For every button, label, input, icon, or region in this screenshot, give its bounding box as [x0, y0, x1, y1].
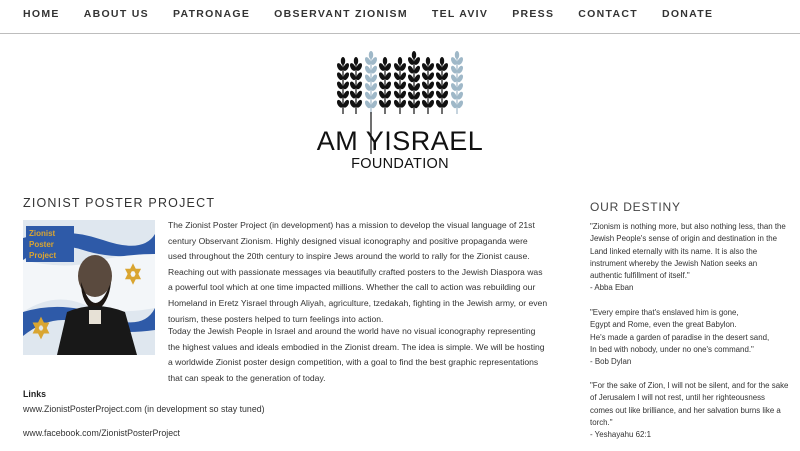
- nav-contact[interactable]: CONTACT: [578, 8, 638, 20]
- quote-line: In bed with nobody, under no one's command.": [590, 344, 754, 354]
- poster-graphic: [23, 220, 155, 355]
- sidebar-title: OUR DESTINY: [590, 200, 681, 214]
- links-heading: Links: [23, 389, 46, 399]
- wheat-stalk: [393, 57, 407, 114]
- quote-author: - Bob Dylan: [590, 357, 632, 367]
- quote-line: Egypt and Rome, even the great Babylon.: [590, 320, 737, 330]
- quote-bob-dylan: [590, 307, 790, 368]
- logo-subtitle: FOUNDATION: [351, 156, 449, 172]
- quote-line: He's made a garden of paradise in the desert sand,: [590, 332, 770, 342]
- quote-abba-eban: [590, 221, 790, 295]
- wheat-stalk: [435, 57, 449, 114]
- nav-observant-zionism[interactable]: OBSERVANT ZIONISM: [274, 8, 408, 20]
- quote-author: - Abba Eban: [590, 283, 634, 293]
- svg-text:Project: Project: [29, 251, 57, 260]
- svg-text:Poster: Poster: [29, 240, 54, 249]
- top-navigation: [0, 0, 800, 34]
- nav-menu: [23, 8, 737, 20]
- nav-press[interactable]: PRESS: [512, 8, 555, 20]
- wheat-stalk: [421, 57, 435, 114]
- wheat-stalk: [407, 51, 421, 114]
- nav-donate[interactable]: DONATE: [661, 8, 714, 20]
- wheat-stalk: [450, 51, 464, 114]
- zionist-poster-image: [23, 220, 155, 355]
- page-title: ZIONIST POSTER PROJECT: [23, 196, 216, 210]
- svg-text:Zionist: Zionist: [29, 229, 56, 238]
- nav-home[interactable]: HOME: [23, 8, 60, 20]
- wheat-stalk: [336, 57, 350, 114]
- quote-yeshayahu: [590, 380, 790, 441]
- wheat-stalk: [349, 57, 363, 114]
- nav-about-us[interactable]: ABOUT US: [83, 8, 149, 20]
- nav-tel-aviv[interactable]: TEL AVIV: [431, 8, 489, 20]
- quote-text: "Zionism is nothing more, but also nothing less, than the Jewish People's sense of origin and destination in the Land linked eternally with its name. It is also the instrument whereby the Jewish Nation seeks an authentic fulfillment of itself.": [590, 222, 786, 281]
- quote-text: "For the sake of Zion, I will not be silent, and for the sake of Jerusalem I will not rest, until her righteousness comes out like brilliance, and her salvation burns like a torch.": [590, 381, 789, 427]
- intro-paragraph: The Zionist Poster Project (in development) has a mission to develop the visual language of 21st century Observant Zionism. Highly designed visual iconography and positive propaganda were used throughout the 20th century to inspire Jews around the world to rally for the Zionist cause. Reaching out with passionate messages via beautifully crafted posters to the Jewish Diaspora was a powerful tool which at one time impacted millions. Whether the call to action was rebuilding our Homeland in Eretz Yisrael through Aliyah, agriculture, tzedakah, fighting in the Jewish army, or even tourism, these posters helped to turn feelings into action.: [168, 220, 548, 324]
- quote-author: - Yeshayahu 62:1: [590, 430, 651, 440]
- wheat-stalk: [378, 57, 392, 114]
- quote-line: "Every empire that's enslaved him is gone,: [590, 308, 739, 317]
- wheat-stalk: [364, 51, 378, 114]
- zionist-poster-project-link[interactable]: www.ZionistPosterProject.com (in development so stay tuned): [23, 404, 265, 414]
- nav-patronage[interactable]: PATRONAGE: [172, 8, 251, 20]
- facebook-link[interactable]: www.facebook.com/ZionistPosterProject: [23, 428, 180, 438]
- am-yisrael-logo[interactable]: [300, 46, 500, 178]
- mission-paragraph: Today the Jewish People in Israel and around the world have no visual iconography representing the highest values and ideals embodied in the Zionist dream. The idea is simple. We will be hosting a worldwide Zionist poster design competition, with a goal to find the best graphic representations that can speak to the generation of today.: [168, 326, 545, 383]
- logo-title: AM YISRAEL: [316, 126, 484, 156]
